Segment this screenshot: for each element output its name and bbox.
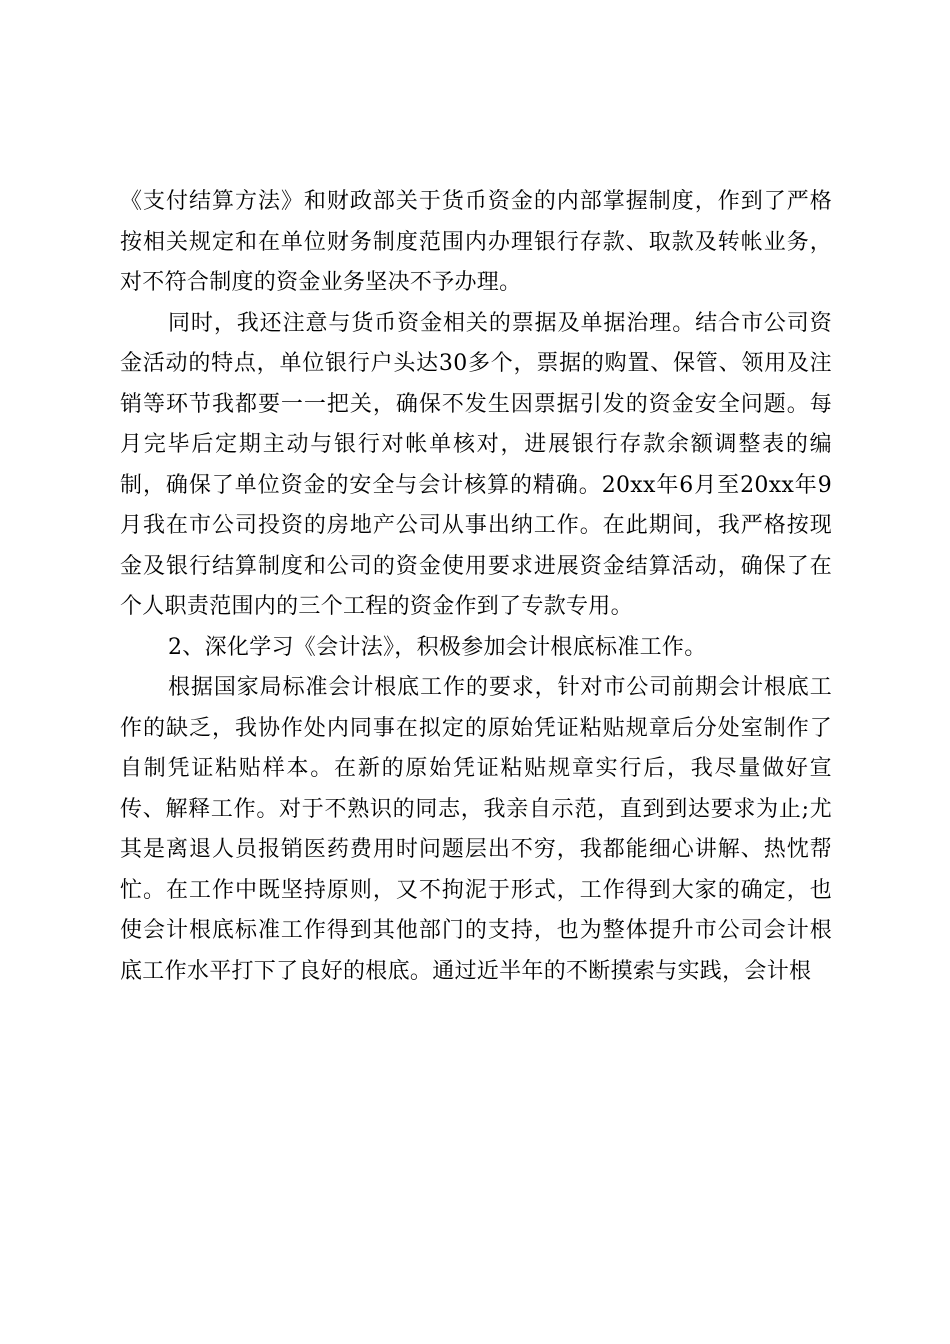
paragraph-3-heading: 2、深化学习《会计法》，积极参加会计根底标准工作。 <box>168 634 707 660</box>
paragraph-1: 《支付结算方法》和财政部关于货币资金的内部掌握制度，作到了严格按相关规定和在单位财务制度范围内办理银行存款、取款及转帐业务，对不符合制度的资金业务坚决不予办理。 <box>120 189 832 295</box>
document-body <box>120 182 832 992</box>
paragraph-4: 根据国家局标准会计根底工作的要求，针对市公司前期会计根底工作的缺乏，我协作处内同事在拟定的原始凭证粘贴规章后分处室制作了自制凭证粘贴样本。在新的原始凭证粘贴规章实行后，我尽量做好宣传、解释工作。对于不熟识的同志，我亲自示范，直到到达要求为止;尤其是离退人员报销医药费用时问题层出不穷，我都能细心讲解、热忱帮忙。在工作中既坚持原则，又不拘泥于形式，工作得到大家的确定，也使会计根底标准工作得到其他部门的支持，也为整体提升市公司会计根底工作水平打下了良好的根底。通过近半年的不断摸索与实践，会计根 <box>120 675 832 984</box>
paragraph-2: 同时，我还注意与货币资金相关的票据及单据治理。结合市公司资金活动的特点，单位银行户头达30多个，票据的购置、保管、领用及注销等环节我都要一一把关，确保不发生因票据引发的资金安全问题。每月完毕后定期主动与银行对帐单核对，进展银行存款余额调整表的编制，确保了单位资金的安全与会计核算的精确。20xx年6月至20xx年9月我在市公司投资的房地产公司从事出纳工作。在此期间，我严格按现金及银行结算制度和公司的资金使用要求进展资金结算活动，确保了在个人职责范围内的三个工程的资金作到了专款专用。 <box>120 310 832 619</box>
